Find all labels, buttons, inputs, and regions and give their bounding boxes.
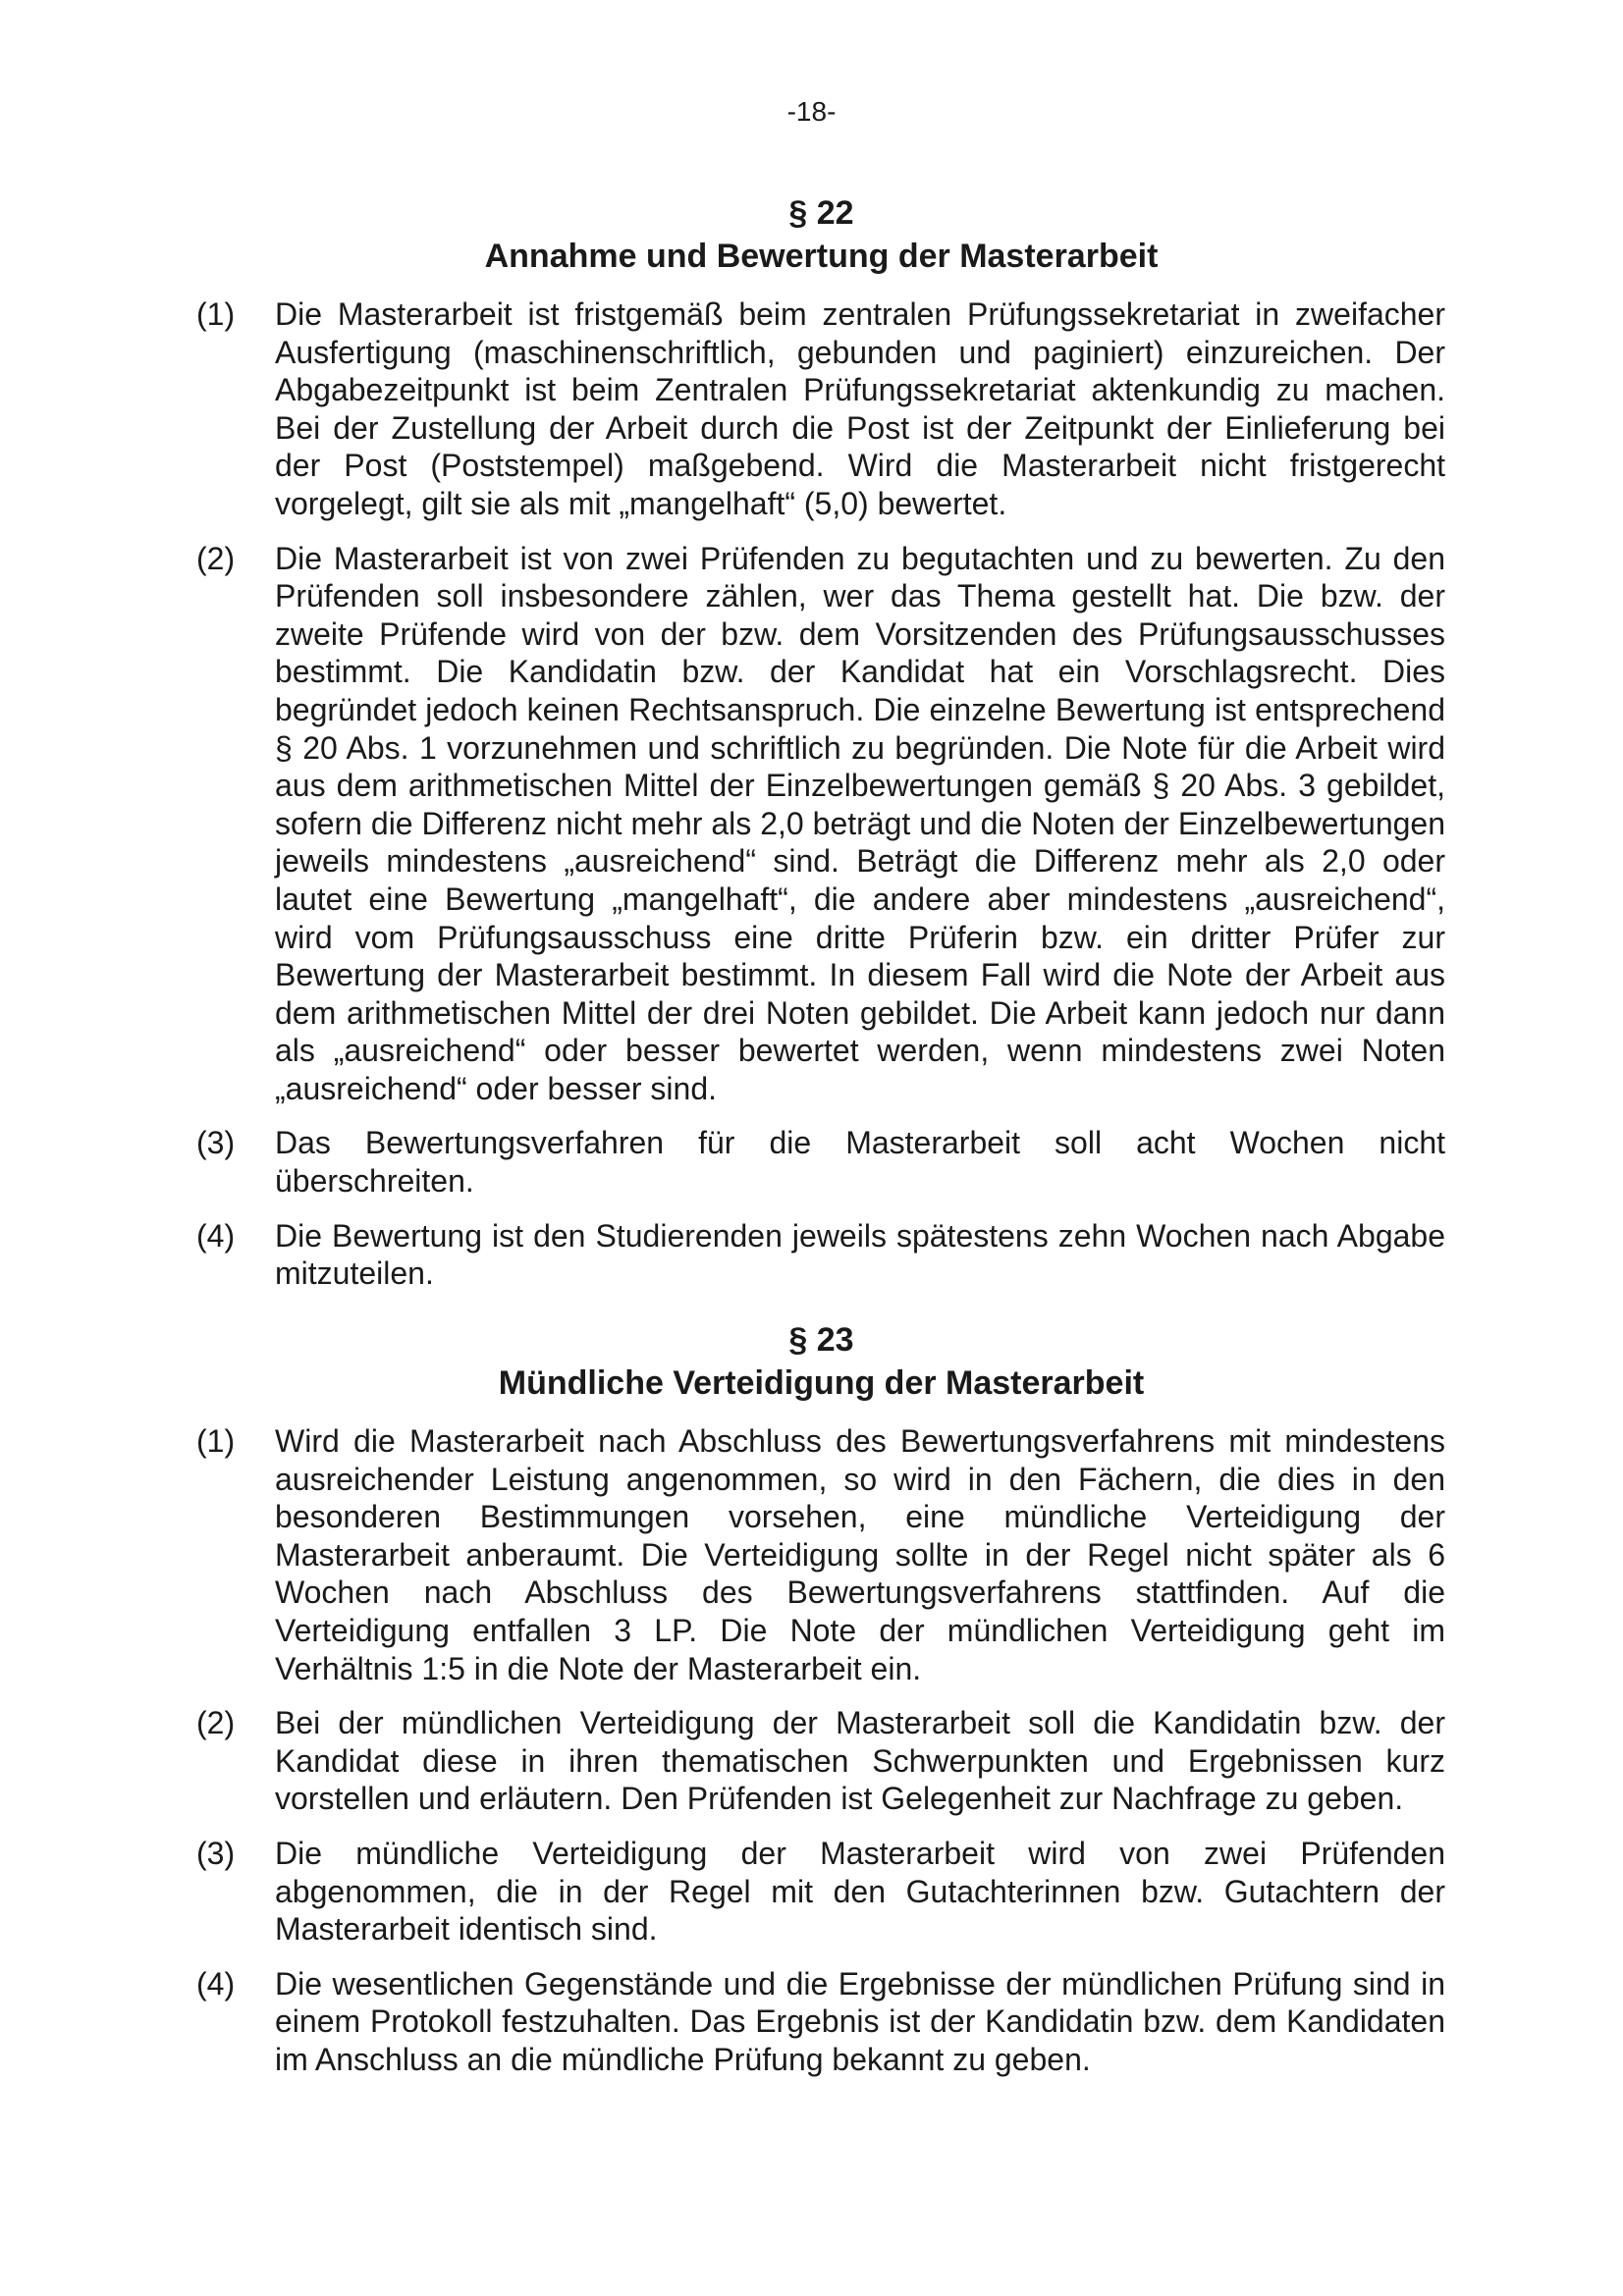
paragraph-number: (2)	[196, 1705, 236, 1741]
paragraph-number: (2)	[196, 540, 236, 576]
section-22	[0, 191, 1623, 1293]
paragraph-text: Die Masterarbeit ist von zwei Prüfenden zu begutachten und zu bewerten. Zu den Prüfenden soll insbesondere zählen, wer das Thema gestellt hat. Die bzw. der zweite Prüfende wird von der bzw. dem Vorsitzenden des Prüfungsausschusses bestimmt. Die Kandidatin bzw. der Kandidat hat ein Vorschlagsrecht. Dies begründet jedoch keinen Rechtsanspruch. Die einzelne Bewertung ist entsprechend § 20 Abs. 1 vorzunehmen und schriftlich zu begründen. Die Note für die Arbeit wird aus dem arithmetischen Mittel der Einzelbewertungen gemäß § 20 Abs. 3 gebildet, sofern die Differenz nicht mehr als 2,0 beträgt und die Noten der Einzelbewertungen jeweils mindestens „ausreichend“ sind. Beträgt die Differenz mehr als 2,0 oder lautet eine Bewertung „mangelhaft“, die andere aber mindestens „ausreichend“, wird vom Prüfungsausschuss eine dritte Prüferin bzw. ein dritter Prüfer zur Bewertung der Masterarbeit bestimmt. In diesem Fall wird die Note der Arbeit aus dem arithmetischen Mittel der drei Noten gebildet. Die Arbeit kann jedoch nur dann als „ausreichend“ oder besser bewertet werden, wenn mindestens zwei Noten „ausreichend“ oder besser sind.	[275, 540, 1445, 1106]
paragraph-text: Das Bewertungsverfahren für die Masterarbeit soll acht Wochen nicht überschreiten.	[275, 1125, 1445, 1200]
paragraph	[0, 1704, 1445, 1818]
paragraph	[0, 1217, 1445, 1293]
paragraph-number: (3)	[196, 1125, 236, 1161]
paragraph-number: (3)	[196, 1835, 236, 1871]
paragraph	[0, 1835, 1445, 1949]
paragraph-text: Wird die Masterarbeit nach Abschluss des Bewertungsverfahrens mit mindestens ausreichender Leistung angenommen, so wird in den Fächern, die dies in den besonderen Bestimmungen vorsehen, eine mündliche Verteidigung der Masterarbeit anberaumt. Die Verteidigung sollte in der Regel nicht später als 6 Wochen nach Abschluss des Bewertungsverfahrens stattfinden. Auf die Verteidigung entfallen 3 LP. Die Note der mündlichen Verteidigung geht im Verhältnis 1:5 in die Note der Masterarbeit ein.	[275, 1423, 1445, 1686]
paragraph	[0, 295, 1445, 523]
paragraph-number: (4)	[196, 1217, 236, 1254]
paragraph-text: Die Masterarbeit ist fristgemäß beim zentralen Prüfungssekretariat in zweifacher Ausfertigung (maschinenschriftlich, gebunden und paginiert) einzureichen. Der Abgabezeitpunkt ist beim Zentralen Prüfungssekretariat aktenkundig zu machen. Bei der Zustellung der Arbeit durch die Post ist der Zeitpunkt der Einlieferung bei der Post (Poststempel) maßgebend. Wird die Masterarbeit nicht fristgerecht vorgelegt, gilt sie als mit „mangelhaft“ (5,0) bewertet.	[275, 296, 1445, 521]
paragraph-number: (1)	[196, 1423, 236, 1459]
section-number: § 23	[788, 1321, 854, 1359]
paragraph	[0, 540, 1445, 1108]
section-title: Mündliche Verteidigung der Masterarbeit	[498, 1364, 1145, 1402]
paragraph-text: Bei der mündlichen Verteidigung der Masterarbeit soll die Kandidatin bzw. der Kandidat diese in ihren thematischen Schwerpunkten und Ergebnissen kurz vorstellen und erläutern. Den Prüfenden ist Gelegenheit zur Nachfrage zu geben.	[275, 1705, 1445, 1817]
paragraph-number: (4)	[196, 1965, 236, 2002]
paragraph-list	[0, 1422, 1623, 2079]
paragraph	[0, 1422, 1445, 1687]
paragraph-text: Die Bewertung ist den Studierenden jeweils spätestens zehn Wochen nach Abgabe mitzuteilen.	[275, 1217, 1445, 1292]
paragraph-text: Die mündliche Verteidigung der Masterarbeit wird von zwei Prüfenden abgenommen, die in der Regel mit den Gutachterinnen bzw. Gutachtern der Masterarbeit identisch sind.	[275, 1835, 1445, 1948]
section-number: § 22	[788, 194, 854, 232]
paragraph-text: Die wesentlichen Gegenstände und die Ergebnisse der mündlichen Prüfung sind in einem Protokoll festzuhalten. Das Ergebnis ist der Kandidatin bzw. dem Kandidaten im Anschluss an die mündliche Prüfung bekannt zu geben.	[275, 1965, 1445, 2077]
paragraph-number: (1)	[196, 296, 236, 332]
section-23	[0, 1318, 1623, 2079]
paragraph	[0, 1124, 1445, 1200]
page-number: -18-	[786, 96, 837, 127]
paragraph-list	[0, 295, 1623, 1293]
section-title: Annahme und Bewertung der Masterarbeit	[484, 238, 1159, 275]
paragraph	[0, 1965, 1445, 2079]
